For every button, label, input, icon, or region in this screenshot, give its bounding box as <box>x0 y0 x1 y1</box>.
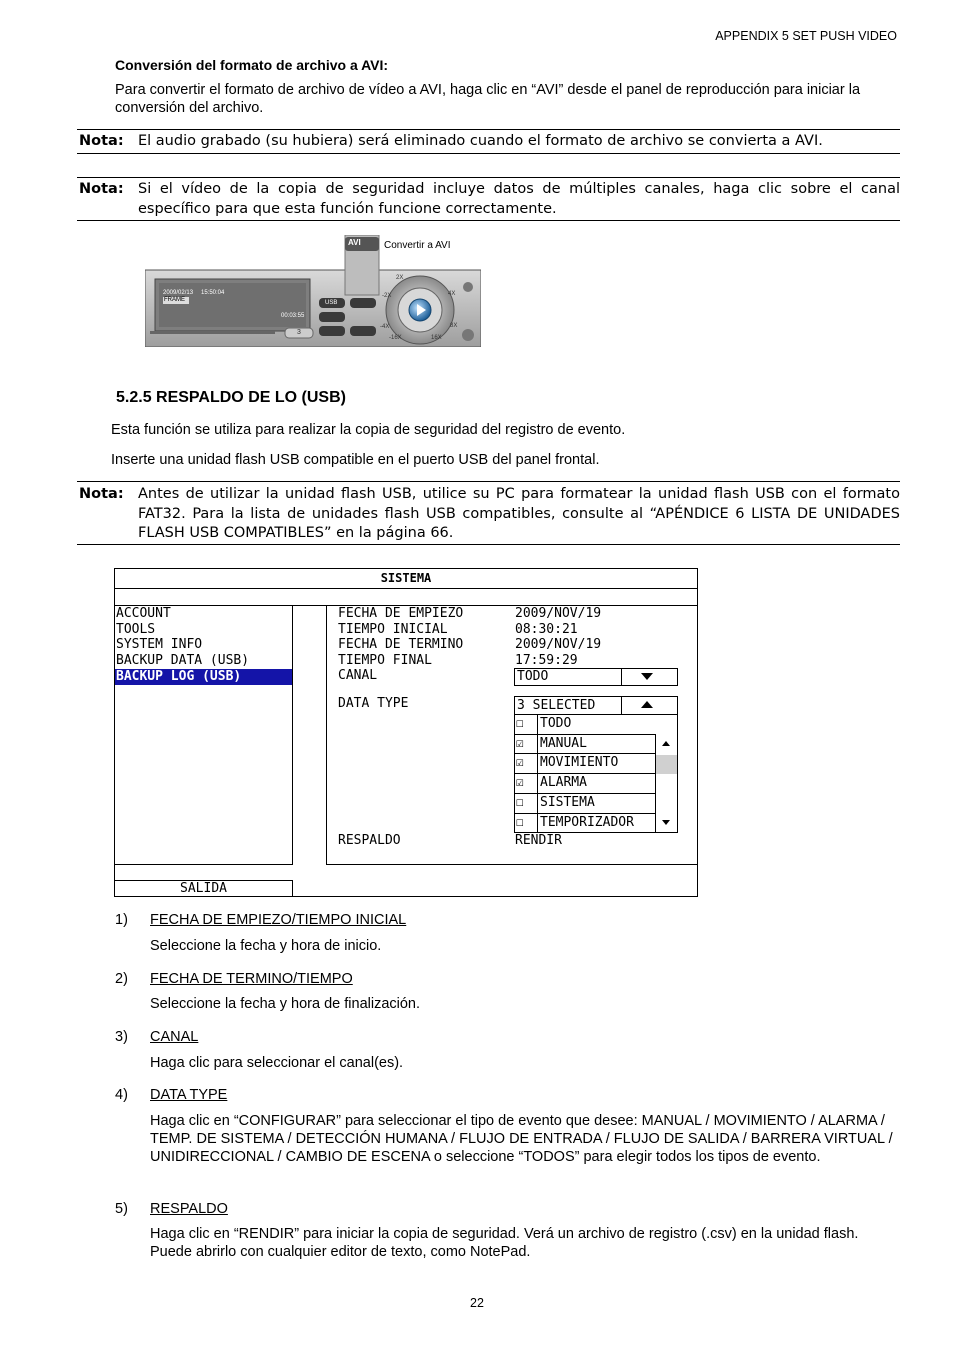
backup-label: RESPALDO <box>338 833 401 848</box>
option-label: ALARMA <box>540 775 587 790</box>
page-number: 22 <box>470 1296 484 1310</box>
player-counter: 00:03:55 <box>281 313 305 319</box>
option-checkbox[interactable]: ☑ <box>516 775 524 790</box>
option-row-divider <box>514 773 656 774</box>
speed-label: 2X <box>396 275 404 281</box>
option-label: TODO <box>540 716 572 731</box>
avi-subtitle: Conversión del formato de archivo a AVI: <box>115 57 389 73</box>
step-number: 2) <box>115 971 128 987</box>
menu-list-items <box>116 606 249 668</box>
note-text: Si el vídeo de la copia de seguridad incluye datos de múltiples canales, haga clic sobre el canal específico para que esta función funcione correctamente. <box>138 181 900 217</box>
option-label: TEMPORIZADOR <box>540 815 634 830</box>
usb-button[interactable]: USB <box>325 300 338 306</box>
note-label: Nota: <box>79 486 124 502</box>
step-text: Haga clic para seleccionar el canal(es). <box>150 1055 404 1071</box>
option-row-divider <box>514 753 656 754</box>
step-number: 1) <box>115 912 128 928</box>
end-time-value[interactable]: 17:59:29 <box>515 652 578 668</box>
channel-select-divider <box>621 668 622 686</box>
player-frame: FRAME <box>164 297 185 303</box>
playback-panel-graphic <box>145 235 481 347</box>
channel-label: CANAL <box>338 668 378 684</box>
player-time: 15:50:04 <box>201 290 225 296</box>
note-text: El audio grabado (su hubiera) será eliminado cuando el formato de archivo se convierta a AVI. <box>138 133 823 149</box>
menu-item-backup-data[interactable]: BACKUP DATA (USB) <box>116 652 250 668</box>
note-audio <box>77 129 900 154</box>
chevron-down-icon[interactable] <box>641 673 653 681</box>
step-number: 3) <box>115 1029 128 1045</box>
end-date-value[interactable]: 2009/NOV/19 <box>515 637 602 653</box>
option-checkbox[interactable]: ☑ <box>516 755 524 770</box>
option-label: MOVIMIENTO <box>540 755 619 770</box>
speed-label: 8X <box>450 323 458 329</box>
menu-item-tools[interactable]: TOOLS <box>116 621 156 637</box>
field-values <box>515 606 601 668</box>
page-header: APPENDIX 5 SET PUSH VIDEO <box>715 29 897 43</box>
data-type-label: DATA TYPE <box>338 696 409 711</box>
note-label: Nota: <box>79 181 124 197</box>
data-type-select-divider <box>621 696 622 715</box>
scroll-up-icon[interactable] <box>662 741 670 747</box>
step-text: Haga clic en “RENDIR” para iniciar la copia de seguridad. Verá un archivo de registro (.csv) en la unidad flash. Puede abrirlo con cualquier editor de texto, como NotePad. <box>150 1226 859 1260</box>
step-text: Seleccione la fecha y hora de finalización. <box>150 996 421 1012</box>
system-menu-spacer <box>114 588 698 606</box>
player-slider-value[interactable]: 3 <box>297 329 301 336</box>
note-text: Antes de utilizar la unidad flash USB, utilice su PC para formatear la unidad flash USB con el formato FAT32. Para la lista de unidades flash USB compatibles, consulte al “APÉNDICE 6 LISTA DE UNIDADES FLASH USB COMPATIBLES” en la página 66. <box>138 486 900 541</box>
speed-label: -16X <box>389 335 402 341</box>
channel-select-value: TODO <box>517 669 549 684</box>
playback-panel-figure <box>145 235 481 347</box>
speed-label: 16X <box>431 335 442 341</box>
step-text: Haga clic en “CONFIGURAR” para seleccionar el tipo de evento que desee: MANUAL / MOVIMIENTO / ALARMA / TEMP. DE SISTEMA / DETECCIÓN HUMANA / FLUJO DE ENTRADA / FLUJO DE SALIDA / BARRERA VIRTUAL / UNIDIRECCIONAL / CAMBIO DE ESCENA o seleccione “TODOS” para elegir todos los tipos de evento. <box>150 1113 893 1165</box>
option-label: SISTEMA <box>540 795 595 810</box>
speed-label: -2X <box>382 293 392 299</box>
step-title: FECHA DE TERMINO/TIEMPO <box>150 971 353 987</box>
end-date-label: FECHA DE TERMINO <box>338 637 464 653</box>
menu-item-account[interactable]: ACCOUNT <box>116 606 171 621</box>
step-title: CANAL <box>150 1029 199 1045</box>
start-date-value[interactable]: 2009/NOV/19 <box>515 606 602 621</box>
avi-callout: Convertir a AVI <box>384 240 451 251</box>
option-checkbox[interactable]: ☐ <box>516 716 524 731</box>
start-time-value[interactable]: 08:30:21 <box>515 621 578 637</box>
option-row-divider <box>514 734 656 735</box>
option-checkbox[interactable]: ☐ <box>516 795 524 810</box>
avi-paragraph: Para convertir el formato de archivo de vídeo a AVI, haga clic en “AVI” desde el panel de reproducción para iniciar la conversión del archivo. <box>115 82 861 116</box>
note-label: Nota: <box>79 133 124 149</box>
chevron-up-icon[interactable] <box>641 701 653 709</box>
menu-item-backup-log[interactable]: BACKUP LOG (USB) <box>115 669 292 685</box>
render-button[interactable]: RENDIR <box>515 833 562 848</box>
note-usb-format <box>77 481 900 545</box>
step-title: FECHA DE EMPIEZO/TIEMPO INICIAL <box>150 912 407 928</box>
step-text: Seleccione la fecha y hora de inicio. <box>150 938 382 954</box>
menu-item-system-info[interactable]: SYSTEM INFO <box>116 637 203 653</box>
step-number: 5) <box>115 1201 128 1217</box>
step-number: 4) <box>115 1087 128 1103</box>
start-time-label: TIEMPO INICIAL <box>338 621 448 637</box>
data-type-select-value: 3 SELECTED <box>517 698 596 713</box>
player-date: 2009/02/13 <box>163 290 194 296</box>
option-row-divider <box>514 813 656 814</box>
option-label: MANUAL <box>540 736 587 751</box>
system-menu-title: SISTEMA <box>380 571 432 585</box>
option-row-divider <box>514 793 656 794</box>
option-checkbox[interactable]: ☐ <box>516 815 524 830</box>
speed-label: 4X <box>448 291 456 297</box>
option-checkbox[interactable]: ☑ <box>516 736 524 751</box>
start-date-label: FECHA DE EMPIEZO <box>338 606 464 621</box>
section-paragraph: Inserte una unidad flash USB compatible en el puerto USB del panel frontal. <box>111 452 600 468</box>
section-paragraph: Esta función se utiliza para realizar la copia de seguridad del registro de evento. <box>111 422 626 438</box>
note-multichannel <box>77 177 900 221</box>
end-time-label: TIEMPO FINAL <box>338 652 432 668</box>
avi-button[interactable]: AVI <box>348 238 361 247</box>
scrollbar-thumb[interactable] <box>656 755 677 774</box>
step-title: RESPALDO <box>150 1201 228 1217</box>
field-labels <box>338 606 463 684</box>
scrollbar-divider <box>655 734 656 833</box>
speed-label: -4X <box>380 324 390 330</box>
scroll-down-icon[interactable] <box>662 820 670 826</box>
exit-label: SALIDA <box>180 881 227 896</box>
section-title: 5.2.5 RESPALDO DE LO (USB) <box>116 389 346 406</box>
step-title: DATA TYPE <box>150 1087 228 1103</box>
